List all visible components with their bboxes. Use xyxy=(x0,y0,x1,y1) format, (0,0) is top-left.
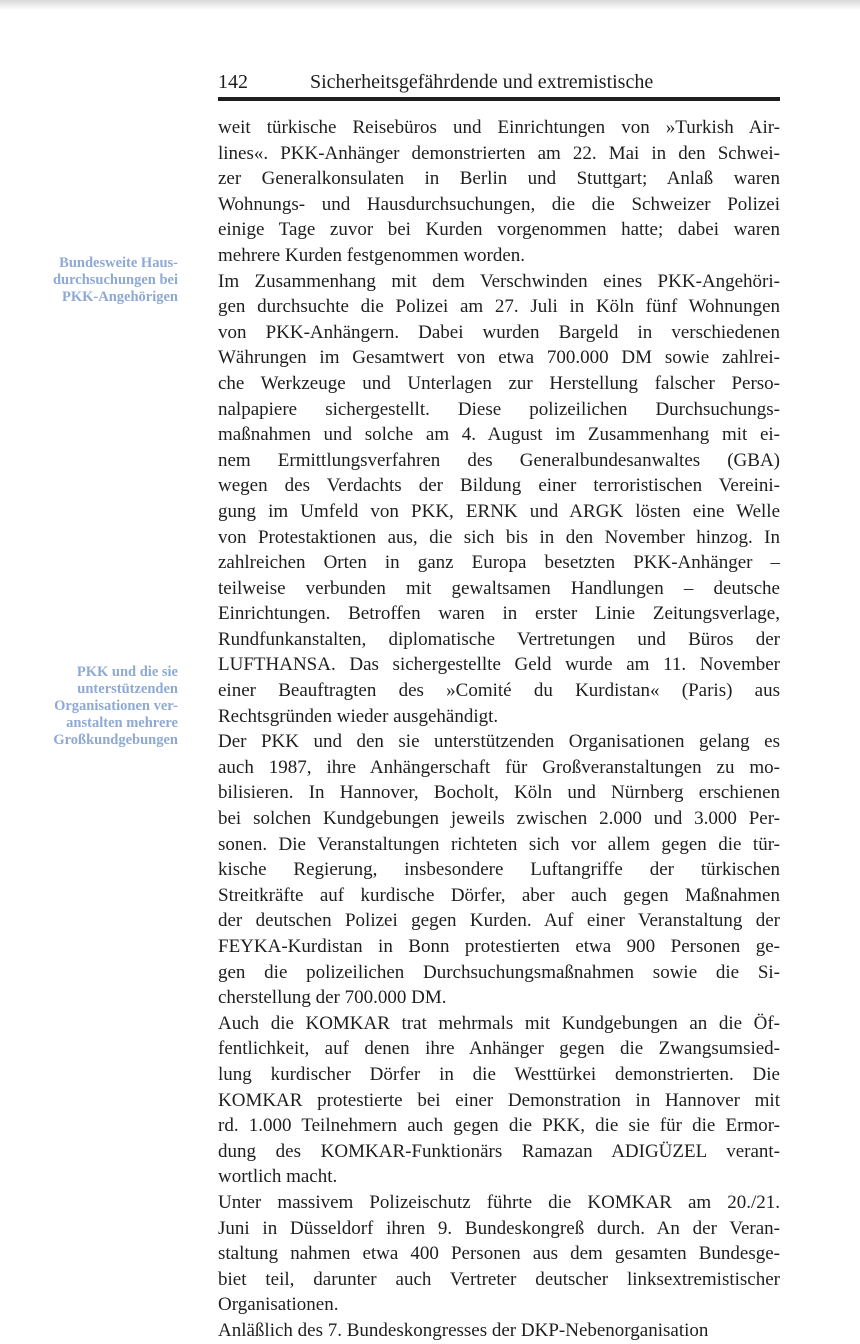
text-line: von Protestaktionen aus, die sich bis in den November hinzog. In xyxy=(218,526,780,548)
text-line: mehrere Kurden festgenommen worden. xyxy=(218,244,526,266)
text-line: bei solchen Kundgebungen jeweils zwischen 2.000 und 3.000 Per- xyxy=(218,808,780,830)
text-line: Der PKK und den sie unterstützenden Organisationen gelang es xyxy=(218,731,780,753)
text-line: Einrichtungen. Betroffen waren in erster Linie Zeitungsverlage, xyxy=(218,603,780,625)
text-line: lung kurdischer Dörfer in die Westtürkei demonstrierten. Die xyxy=(218,1063,780,1085)
paragraph-6 xyxy=(218,1318,780,1344)
margin-note-line: PKK-Angehörigen xyxy=(62,289,178,305)
text-line: bilisieren. In Hannover, Bocholt, Köln und Nürnberg erschienen xyxy=(218,782,780,804)
margin-note-line: durchsuchungen bei xyxy=(52,272,178,288)
margin-note-house-searches xyxy=(0,255,178,306)
text-line: FEYKA-Kurdistan in Bonn protestierten etwa 900 Personen ge- xyxy=(218,936,780,957)
margin-note-rallies xyxy=(0,664,178,749)
text-line: cherstellung der 700.000 DM. xyxy=(218,987,447,1009)
paragraph-1 xyxy=(218,115,780,269)
margin-note-line: unterstützenden xyxy=(77,681,178,697)
margin-note-line: anstalten mehrere xyxy=(66,715,178,731)
text-line: Streitkräfte auf kurdische Dörfer, aber auch gegen Maßnahmen xyxy=(218,884,780,906)
margin-note-line: Großkundgebungen xyxy=(53,732,178,748)
text-line: Organisationen. xyxy=(218,1294,339,1316)
text-line: nem Ermittlungsverfahren des Generalbundesanwaltes (GBA) xyxy=(218,449,780,471)
text-line: LUFTHANSA. Das sichergestellte Geld wurde am 11. November xyxy=(218,654,780,676)
text-line: Im Zusammenhang mit dem Verschwinden eines PKK-Angehöri- xyxy=(218,270,780,292)
text-line: Rundfunkanstalten, diplomatische Vertretungen und Büros der xyxy=(218,628,780,650)
text-line: teilweise verbunden mit gewaltsamen Handlungen – deutsche xyxy=(218,577,780,599)
text-line: sonen. Die Veranstaltungen richteten sich vor allem gegen die tür- xyxy=(218,833,780,855)
text-line: KOMKAR protestierte bei einer Demonstration in Hannover mit xyxy=(218,1089,780,1111)
text-line: Wohnungs- und Hausdurchsuchungen, die die Schweizer Polizei xyxy=(218,193,780,215)
text-line: wegen des Verdachts der Bildung einer terroristischen Vereini- xyxy=(218,475,780,497)
text-line: weit türkische Reisebüros und Einrichtungen von »Turkish Air- xyxy=(218,117,780,138)
text-line: nalpapiere sichergestellt. Diese polizeilichen Durchsuchungs- xyxy=(218,398,780,420)
text-line: Anläßlich des 7. Bundeskongresses der DKP-Nebenorganisation xyxy=(218,1319,709,1341)
text-line: Juni in Düsseldorf ihren 9. Bundeskongreß durch. An der Veran- xyxy=(218,1217,780,1239)
page-number: 142 xyxy=(218,71,248,93)
running-header xyxy=(218,70,780,94)
text-line: gen die polizeilichen Durchsuchungsmaßnahmen sowie die Si- xyxy=(218,961,780,983)
text-line: dung des KOMKAR-Funktionärs Ramazan ADIGÜZEL verant- xyxy=(218,1140,780,1162)
text-line: gung im Umfeld von PKK, ERNK und ARGK lösten eine Welle xyxy=(218,500,780,522)
scan-top-edge xyxy=(0,0,860,10)
text-line: rd. 1.000 Teilnehmern auch gegen die PKK, die sie für die Ermor- xyxy=(218,1115,780,1137)
running-title: Sicherheitsgefährdende und extremistische xyxy=(310,71,654,93)
text-line: staltung nahmen etwa 400 Personen aus dem gesamten Bundesge- xyxy=(218,1243,780,1265)
text-line: einige Tage zuvor bei Kurden vorgenommen hatte; dabei waren xyxy=(218,219,780,241)
text-line: fentlichkeit, auf denen ihre Anhänger gegen die Zwangsumsied- xyxy=(218,1038,780,1060)
text-line: che Werkzeuge und Unterlagen zur Herstellung falscher Perso- xyxy=(218,372,780,394)
margin-note-line: Organisationen ver- xyxy=(54,698,178,714)
body-text xyxy=(218,115,780,1344)
text-line: Währungen im Gesamtwert von etwa 700.000 DM sowie zahlrei- xyxy=(218,347,780,369)
text-line: gen durchsuchte die Polizei am 27. Juli in Köln fünf Wohnungen xyxy=(218,296,780,318)
text-line: lines«. PKK-Anhänger demonstrierten am 22. Mai in den Schwei- xyxy=(218,142,780,164)
margin-note-line: Bundesweite Haus- xyxy=(59,255,178,271)
text-line: Auch die KOMKAR trat mehrmals mit Kundgebungen an die Öf- xyxy=(218,1012,780,1034)
text-line: von PKK-Anhängern. Dabei wurden Bargeld in verschiedenen xyxy=(218,321,780,343)
text-line: biet teil, darunter auch Vertreter deutscher linksextremistischer xyxy=(218,1268,780,1290)
text-line: Unter massivem Polizeischutz führte die KOMKAR am 20./21. xyxy=(218,1191,780,1213)
text-line: der deutschen Polizei gegen Kurden. Auf einer Veranstaltung der xyxy=(218,910,780,932)
text-line: maßnahmen und solche am 4. August im Zusammenhang mit ei- xyxy=(218,424,780,446)
text-line: auch 1987, ihre Anhängerschaft für Großveranstaltungen zu mo- xyxy=(218,756,780,778)
text-line: Rechtsgründen wieder ausgehändigt. xyxy=(218,705,499,727)
text-line: zahlreichen Orten in ganz Europa besetzten PKK-Anhänger – xyxy=(218,552,780,574)
paragraph-3 xyxy=(218,729,780,1011)
text-line: zer Generalkonsulaten in Berlin und Stuttgart; Anlaß waren xyxy=(218,168,780,190)
margin-note-line: PKK und die sie xyxy=(76,664,178,680)
paragraph-2 xyxy=(218,269,780,730)
text-line: wortlich macht. xyxy=(218,1166,338,1188)
header-rule xyxy=(218,97,780,101)
text-line: einer Beauftragten des »Comité du Kurdistan« (Paris) aus xyxy=(218,680,780,702)
text-line: kische Regierung, insbesondere Luftangriffe der türkischen xyxy=(218,859,780,881)
paragraph-4 xyxy=(218,1011,780,1190)
